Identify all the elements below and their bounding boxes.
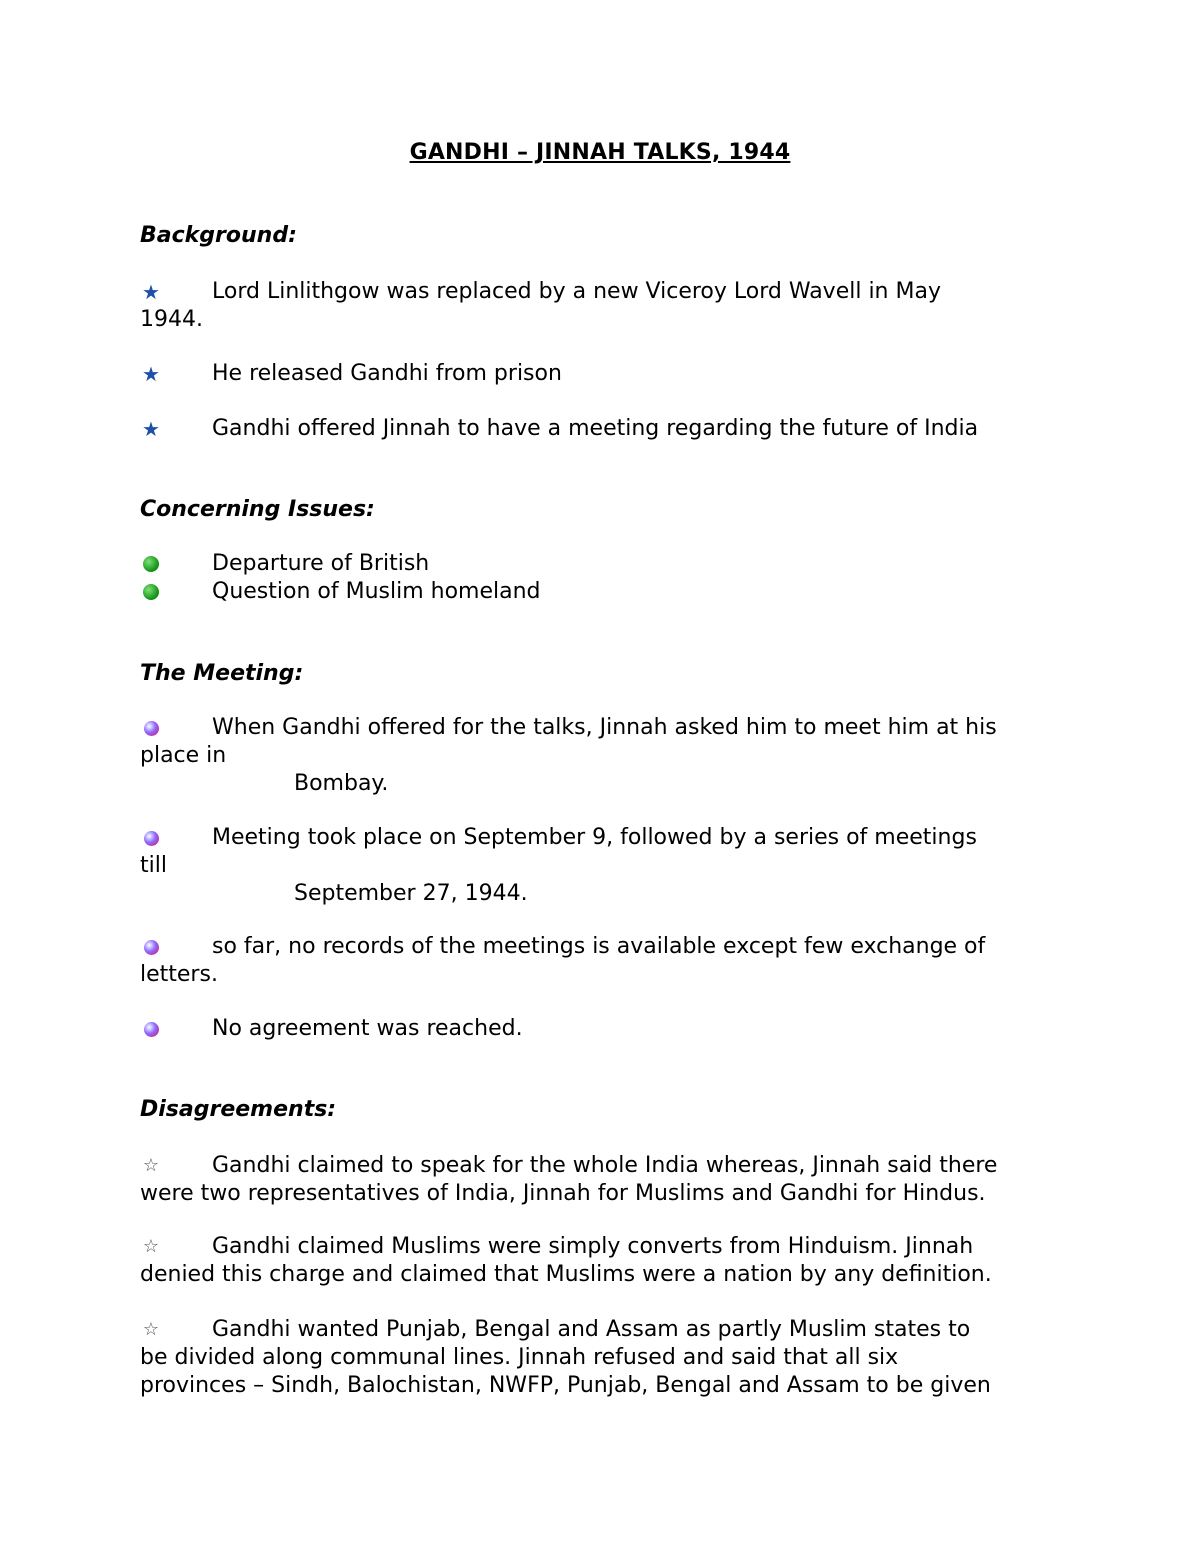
star-grey-icon: ☆: [142, 1319, 160, 1340]
list-item: Departure of British: [140, 550, 1060, 578]
purple-dot-icon: [144, 831, 159, 846]
list-item: ★ He released Gandhi from prison: [140, 360, 1060, 388]
star-blue-icon: ★: [142, 362, 160, 386]
list-item: When Gandhi offered for the talks, Jinnah asked him to meet him at his place in Bombay.: [140, 715, 997, 796]
star-blue-icon: ★: [142, 280, 160, 304]
list-item: Question of Muslim homeland: [140, 578, 1060, 606]
list-item: ★ Gandhi offered Jinnah to have a meeting regarding the future of India: [140, 415, 1060, 443]
heading-concerning-issues: Concerning Issues:: [140, 497, 375, 522]
list-item: ☆ Gandhi claimed Muslims were simply converts from Hinduism. Jinnah denied this charge and claimed that Muslims were a nation by any definition.: [140, 1234, 992, 1287]
heading-the-meeting: The Meeting:: [140, 661, 304, 686]
purple-dot-icon: [144, 721, 159, 736]
list-item: No agreement was reached.: [140, 1015, 1060, 1043]
star-grey-icon: ☆: [142, 1155, 160, 1176]
list-item: so far, no records of the meetings is available except few exchange of letters.: [140, 934, 986, 987]
heading-disagreements: Disagreements:: [140, 1097, 337, 1122]
document-title: GANDHI – JINNAH TALKS, 1944: [409, 140, 791, 165]
list-item: ☆ Gandhi wanted Punjab, Bengal and Assam as partly Muslim states to be divided along communal lines. Jinnah refused and said that all six provinces – Sindh, Balochistan, NWFP, Punjab, Bengal and Assam to be given: [140, 1317, 991, 1398]
purple-dot-icon: [144, 1022, 159, 1037]
star-grey-icon: ☆: [142, 1236, 160, 1257]
heading-background: Background:: [140, 223, 297, 248]
list-item: Meeting took place on September 9, followed by a series of meetings till September 27, 1944.: [140, 825, 977, 906]
purple-dot-icon: [144, 940, 159, 955]
star-blue-icon: ★: [142, 417, 160, 441]
list-item: ★ Lord Linlithgow was replaced by a new Viceroy Lord Wavell in May 1944.: [140, 279, 941, 332]
green-dot-icon: [143, 556, 159, 572]
green-dot-icon: [143, 584, 159, 600]
list-item: ☆ Gandhi claimed to speak for the whole India whereas, Jinnah said there were two representatives of India, Jinnah for Muslims and Gandhi for Hindus.: [140, 1153, 998, 1206]
